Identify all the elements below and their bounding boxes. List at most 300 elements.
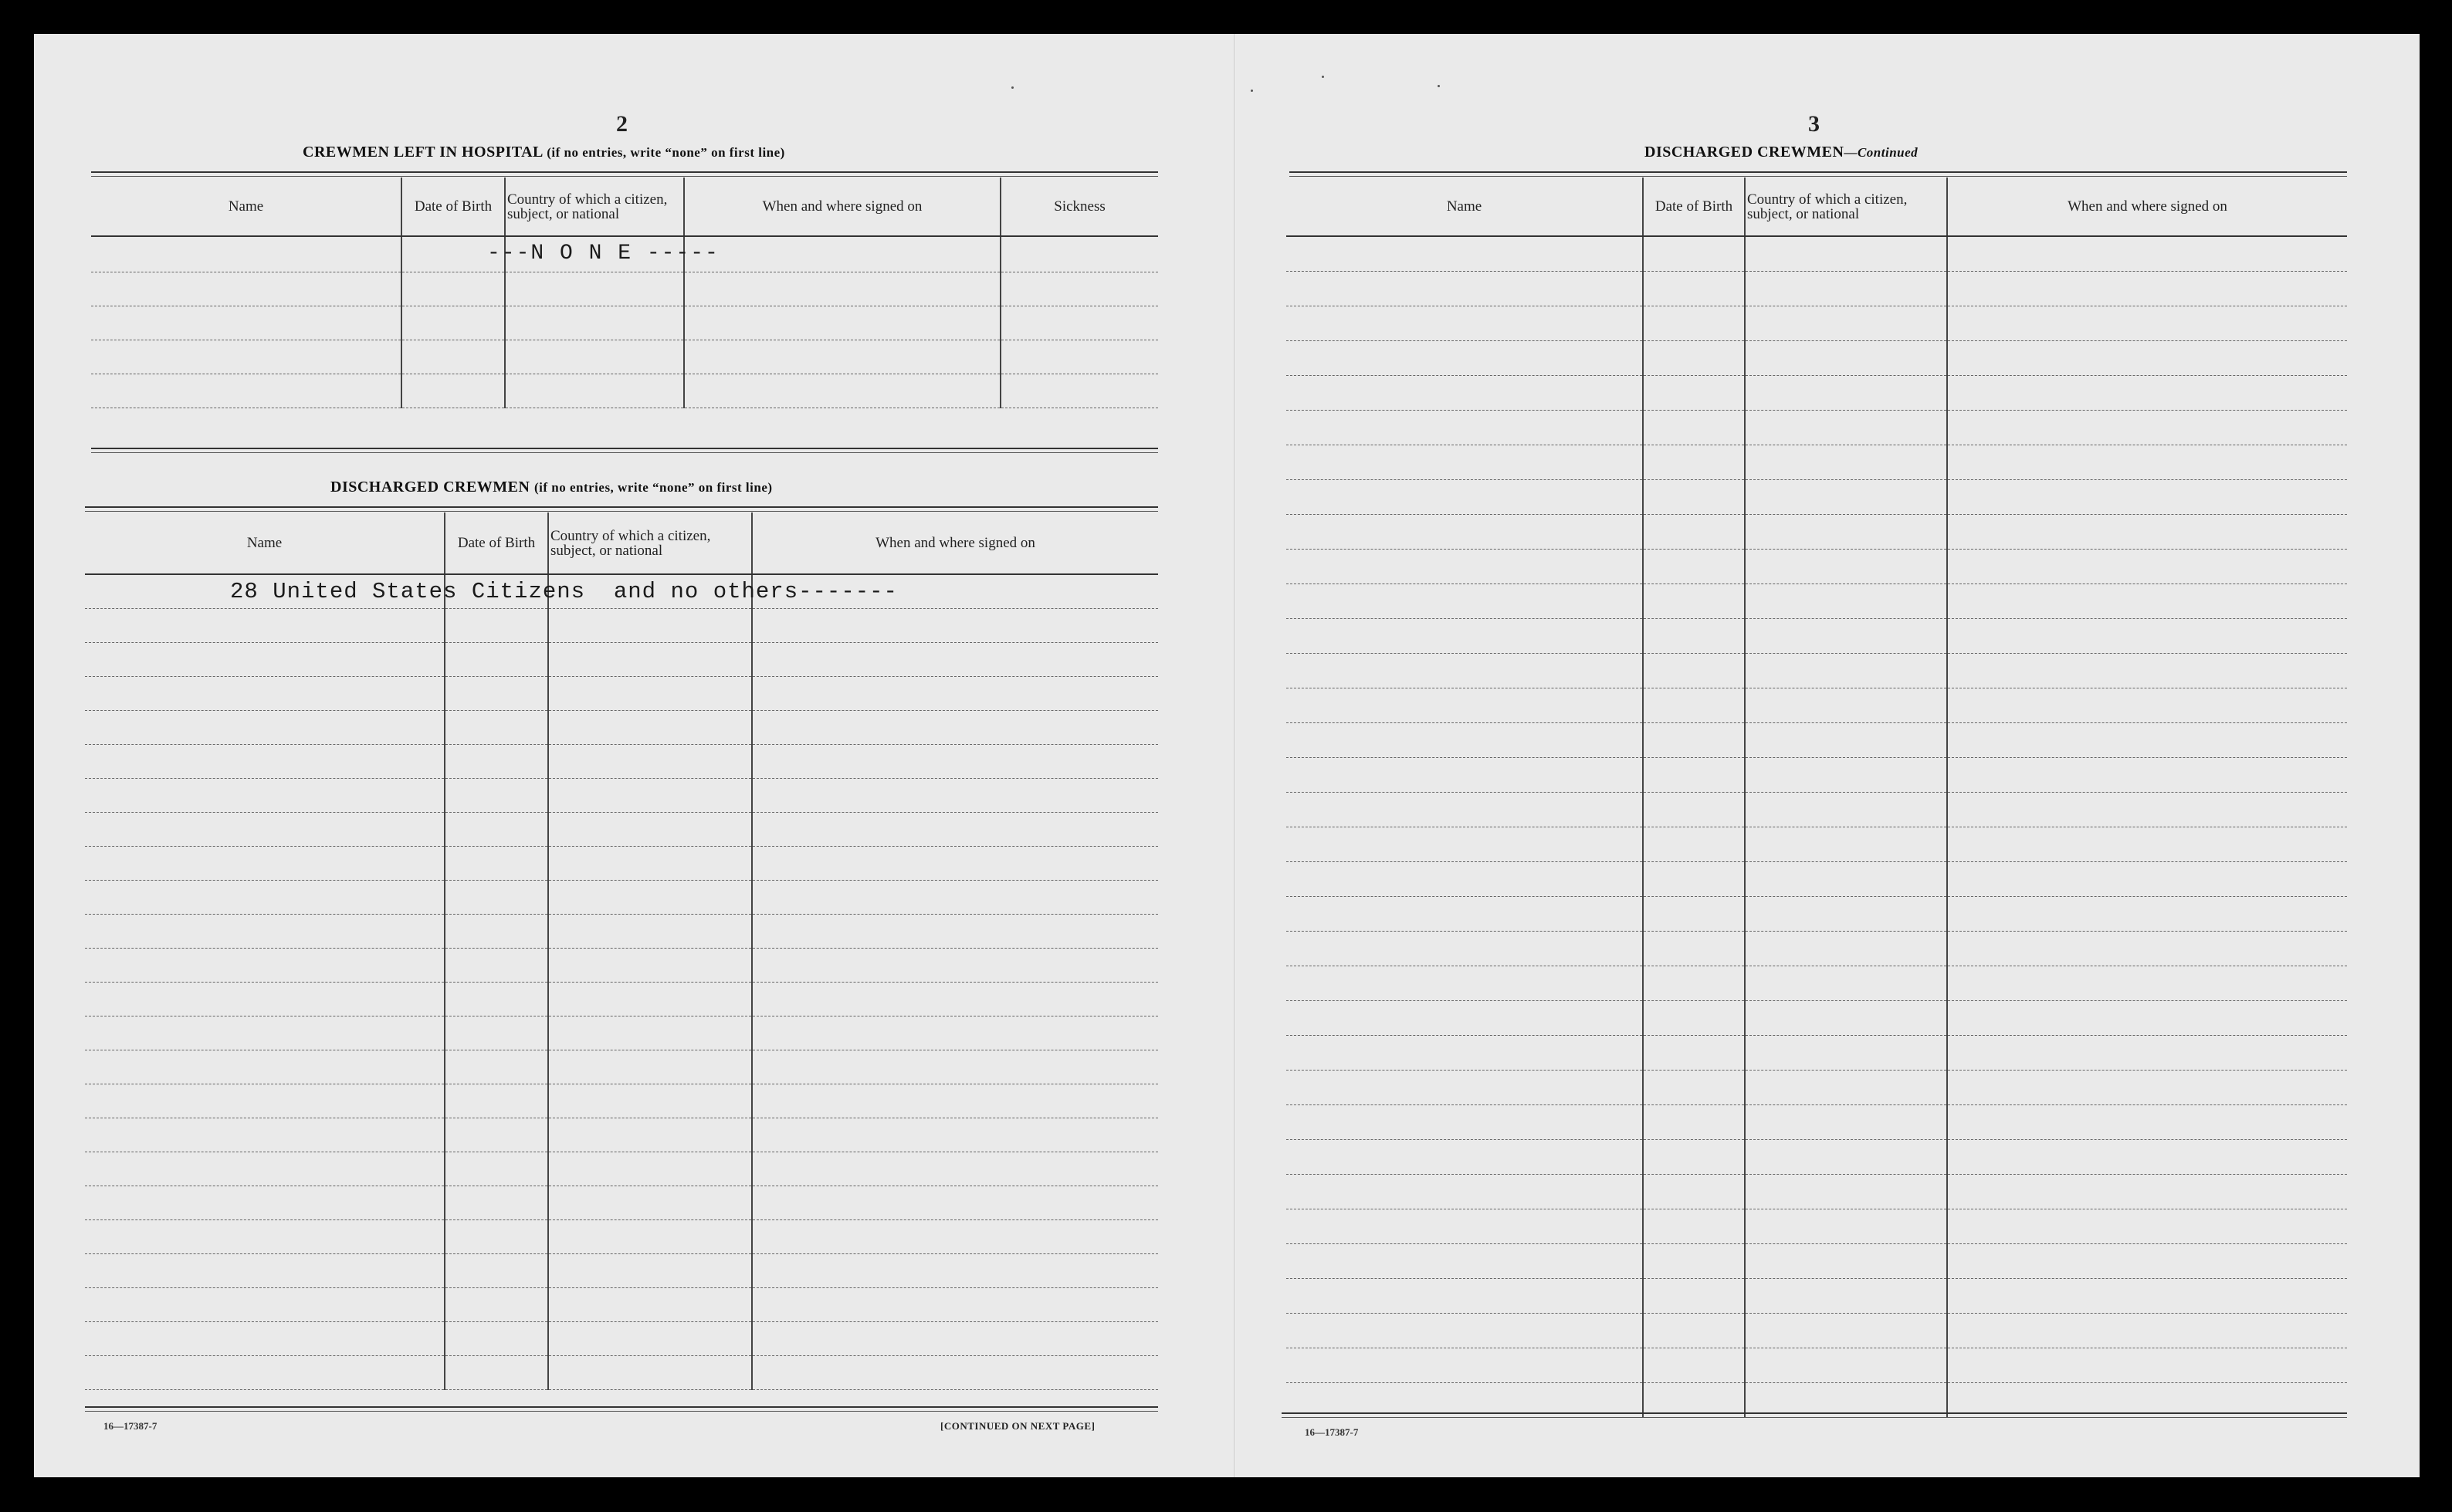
table-cell — [445, 1287, 548, 1321]
table-row — [1286, 757, 2347, 792]
table-cell — [445, 642, 548, 676]
table-cell — [548, 608, 752, 642]
table-row — [85, 1287, 1158, 1321]
table-row — [85, 1016, 1158, 1050]
table-cell — [752, 676, 1158, 710]
table-cell — [1745, 1348, 1947, 1382]
table-cell — [548, 1287, 752, 1321]
table-cell — [1745, 1000, 1947, 1035]
table-cell — [1745, 618, 1947, 653]
table-cell — [1286, 688, 1643, 722]
table-cell — [85, 1186, 445, 1219]
right-top-rule — [1289, 171, 2347, 177]
table-cell — [85, 880, 445, 914]
table-cell — [1947, 1035, 2347, 1070]
table-cell — [1286, 1278, 1643, 1313]
table-row — [1286, 931, 2347, 966]
table-row — [85, 1050, 1158, 1084]
page-number-right: 3 — [1808, 111, 1820, 137]
table-cell — [1643, 1209, 1745, 1243]
hospital-title-text: CREWMEN LEFT IN HOSPITAL — [303, 144, 543, 161]
table-cell — [1947, 1000, 2347, 1035]
table-cell — [85, 1321, 445, 1355]
table-cell — [1286, 410, 1643, 445]
table-cell — [1286, 1070, 1643, 1104]
table-cell — [1745, 653, 1947, 688]
table-cell — [85, 1016, 445, 1050]
table-cell — [1745, 688, 1947, 722]
table-cell — [1947, 1139, 2347, 1174]
table-cell — [1947, 618, 2347, 653]
discharged-col-country: Country of which a citizen, subject, or national — [548, 512, 752, 574]
table-cell — [1745, 861, 1947, 896]
table-cell — [1745, 271, 1947, 306]
table-cell — [1643, 549, 1745, 583]
table-cell — [1745, 236, 1947, 271]
table-cell — [1947, 479, 2347, 514]
table-row — [1286, 236, 2347, 271]
table-cell — [1643, 340, 1745, 375]
table-row — [85, 676, 1158, 710]
form-code-right: 16—17387-7 — [1305, 1426, 1359, 1438]
table-cell — [752, 1016, 1158, 1050]
table-row — [1286, 688, 2347, 722]
table-cell — [1643, 1000, 1745, 1035]
table-cell — [1947, 306, 2347, 340]
table-cell — [1286, 583, 1643, 618]
scan-speck — [1322, 76, 1324, 78]
table-cell — [85, 608, 445, 642]
table-cell — [1947, 896, 2347, 931]
table-cell — [85, 1152, 445, 1186]
table-cell — [1643, 827, 1745, 861]
table-row — [1286, 271, 2347, 306]
hospital-bottom-rule — [91, 448, 1158, 453]
table-row — [85, 880, 1158, 914]
table-row — [1286, 966, 2347, 1000]
table-cell — [1286, 1313, 1643, 1348]
table-cell — [1745, 1209, 1947, 1243]
table-cell — [1745, 445, 1947, 479]
table-cell — [1286, 966, 1643, 1000]
table-cell — [1286, 236, 1643, 271]
continued-note: [CONTINUED ON NEXT PAGE] — [940, 1420, 1096, 1432]
table-cell — [548, 1253, 752, 1287]
table-cell — [548, 1050, 752, 1084]
table-row — [1286, 1278, 2347, 1313]
discharged-table — [85, 512, 1158, 1390]
table-cell — [1286, 1348, 1643, 1382]
table-cell — [445, 1253, 548, 1287]
table-cell — [752, 642, 1158, 676]
discharged-title-note: (if no entries, write “none” on first line) — [533, 480, 773, 495]
table-cell — [1643, 792, 1745, 827]
table-cell — [548, 812, 752, 846]
scan-speck — [1438, 85, 1440, 87]
table-row — [85, 1118, 1158, 1152]
table-row — [85, 914, 1158, 948]
table-cell — [752, 1084, 1158, 1118]
table-cell — [752, 710, 1158, 744]
table-cell — [85, 846, 445, 880]
table-row — [1286, 722, 2347, 757]
table-cell — [752, 1118, 1158, 1152]
table-cell — [85, 948, 445, 982]
table-cell — [1745, 931, 1947, 966]
table-row — [91, 272, 1158, 306]
table-cell — [1947, 1070, 2347, 1104]
table-cell — [1947, 271, 2347, 306]
table-cell — [1643, 306, 1745, 340]
table-cell — [1947, 688, 2347, 722]
table-cell — [1286, 445, 1643, 479]
table-row — [1286, 445, 2347, 479]
table-row — [1286, 549, 2347, 583]
table-cell — [1745, 757, 1947, 792]
table-cell — [1286, 340, 1643, 375]
table-row — [1286, 375, 2347, 410]
table-cell — [1643, 861, 1745, 896]
table-cell — [752, 948, 1158, 982]
table-cell — [1745, 1070, 1947, 1104]
left-page — [85, 34, 1158, 1477]
hospital-col-dob: Date of Birth — [401, 178, 505, 236]
table-cell — [85, 676, 445, 710]
table-cell — [752, 1186, 1158, 1219]
table-cell — [445, 812, 548, 846]
table-cell — [1286, 653, 1643, 688]
table-cell — [1745, 896, 1947, 931]
table-cell — [1745, 1104, 1947, 1139]
right-col-dob: Date of Birth — [1643, 178, 1745, 236]
table-cell — [752, 846, 1158, 880]
table-cell — [1643, 1139, 1745, 1174]
table-row — [1286, 514, 2347, 549]
table-cell — [752, 812, 1158, 846]
table-cell — [1947, 827, 2347, 861]
table-cell — [1643, 1174, 1745, 1209]
table-cell — [548, 676, 752, 710]
right-bottom-rule — [1282, 1412, 2347, 1418]
table-cell — [85, 1050, 445, 1084]
table-cell — [1286, 549, 1643, 583]
table-cell — [445, 1016, 548, 1050]
table-row — [1286, 1070, 2347, 1104]
right-col-signed-on: When and where signed on — [1947, 178, 2347, 236]
table-cell — [85, 1253, 445, 1287]
table-cell — [1643, 618, 1745, 653]
table-row — [1286, 792, 2347, 827]
table-cell — [1643, 479, 1745, 514]
table-cell — [85, 1118, 445, 1152]
table-cell — [1947, 722, 2347, 757]
table-cell — [1286, 1035, 1643, 1070]
table-cell — [1643, 653, 1745, 688]
table-cell — [445, 948, 548, 982]
table-cell — [548, 744, 752, 778]
table-cell — [1947, 653, 2347, 688]
hospital-none-entry: ---N O N E ----- — [487, 242, 720, 266]
table-cell — [445, 880, 548, 914]
table-cell — [1286, 1000, 1643, 1035]
table-cell — [445, 982, 548, 1016]
discharged-col-dob: Date of Birth — [445, 512, 548, 574]
table-row — [1286, 479, 2347, 514]
table-row — [85, 710, 1158, 744]
table-row — [1286, 410, 2347, 445]
table-cell — [1286, 375, 1643, 410]
discharged-continued-title-text: DISCHARGED CREWMEN — [1644, 144, 1844, 161]
table-cell — [1745, 306, 1947, 340]
table-cell — [752, 914, 1158, 948]
discharged-top-rule — [85, 506, 1158, 512]
table-cell — [1643, 375, 1745, 410]
page-fold — [1234, 34, 1236, 1477]
scan-speck — [1011, 86, 1014, 89]
table-cell — [1745, 549, 1947, 583]
table-cell — [1643, 514, 1745, 549]
table-row — [1286, 861, 2347, 896]
table-cell — [752, 1050, 1158, 1084]
table-row — [1286, 1348, 2347, 1382]
table-cell — [1745, 1174, 1947, 1209]
table-row — [1286, 340, 2347, 375]
table-cell — [445, 1219, 548, 1253]
table-row — [1286, 306, 2347, 340]
table-cell — [445, 1084, 548, 1118]
table-cell — [445, 1050, 548, 1084]
hospital-title-note: (if no entries, write “none” on first line) — [547, 145, 785, 160]
table-row — [85, 1355, 1158, 1389]
table-cell — [85, 982, 445, 1016]
table-cell — [85, 778, 445, 812]
table-cell — [1947, 375, 2347, 410]
table-cell — [1643, 1348, 1745, 1382]
table-cell — [548, 880, 752, 914]
table-row — [1286, 1139, 2347, 1174]
table-row — [85, 948, 1158, 982]
table-cell — [548, 1219, 752, 1253]
table-cell — [1643, 271, 1745, 306]
right-col-name: Name — [1286, 178, 1643, 236]
table-cell — [752, 1355, 1158, 1389]
table-cell — [1286, 896, 1643, 931]
table-cell — [445, 846, 548, 880]
table-cell — [548, 1355, 752, 1389]
table-cell — [1643, 1313, 1745, 1348]
table-row — [1286, 1104, 2347, 1139]
table-cell — [1745, 722, 1947, 757]
table-cell — [1947, 236, 2347, 271]
table-cell — [752, 1152, 1158, 1186]
table-cell — [85, 642, 445, 676]
table-cell — [548, 642, 752, 676]
table-cell — [752, 880, 1158, 914]
table-cell — [1745, 1243, 1947, 1278]
table-cell — [85, 812, 445, 846]
table-cell — [1947, 931, 2347, 966]
table-cell — [1286, 306, 1643, 340]
table-cell — [445, 1321, 548, 1355]
table-cell — [1643, 445, 1745, 479]
table-cell — [1745, 340, 1947, 375]
table-cell — [1286, 861, 1643, 896]
table-cell — [445, 778, 548, 812]
table-cell — [1286, 757, 1643, 792]
table-cell — [445, 914, 548, 948]
table-cell — [1947, 1209, 2347, 1243]
table-cell — [1286, 514, 1643, 549]
table-cell — [445, 1355, 548, 1389]
table-cell — [752, 1219, 1158, 1253]
table-row — [85, 846, 1158, 880]
table-cell — [548, 778, 752, 812]
table-cell — [1745, 827, 1947, 861]
table-row — [1286, 1313, 2347, 1348]
table-cell — [1643, 236, 1745, 271]
table-cell — [1947, 757, 2347, 792]
table-row — [85, 744, 1158, 778]
table-cell — [85, 914, 445, 948]
table-cell — [445, 744, 548, 778]
page-number-left: 2 — [616, 111, 628, 137]
table-cell — [1947, 583, 2347, 618]
table-row — [85, 1321, 1158, 1355]
table-cell — [1745, 410, 1947, 445]
table-row — [1286, 1000, 2347, 1035]
table-cell — [752, 1287, 1158, 1321]
table-row — [85, 1219, 1158, 1253]
table-cell — [548, 1152, 752, 1186]
table-cell — [445, 608, 548, 642]
table-cell — [1745, 375, 1947, 410]
table-row — [91, 306, 1158, 340]
table-cell — [548, 1016, 752, 1050]
hospital-top-rule — [91, 171, 1158, 177]
table-cell — [548, 1084, 752, 1118]
table-cell — [1286, 1104, 1643, 1139]
table-cell — [1286, 931, 1643, 966]
table-cell — [548, 710, 752, 744]
table-cell — [548, 846, 752, 880]
discharged-continued-table — [1286, 178, 2347, 1418]
table-row — [91, 236, 1158, 272]
table-cell — [548, 982, 752, 1016]
hospital-col-sickness: Sickness — [1001, 178, 1158, 236]
table-cell — [445, 1118, 548, 1152]
table-row — [91, 340, 1158, 374]
table-cell — [85, 1287, 445, 1321]
table-cell — [1643, 896, 1745, 931]
table-cell — [752, 608, 1158, 642]
table-cell — [1286, 722, 1643, 757]
table-row — [85, 608, 1158, 642]
discharged-continued-title — [1644, 144, 1918, 161]
table-cell — [548, 1118, 752, 1152]
table-cell — [548, 948, 752, 982]
table-cell — [1947, 445, 2347, 479]
form-code-left: 16—17387-7 — [103, 1420, 157, 1432]
hospital-col-name: Name — [91, 178, 401, 236]
right-page — [1282, 34, 2347, 1477]
table-cell — [1643, 722, 1745, 757]
table-cell — [1745, 966, 1947, 1000]
table-cell — [1286, 1174, 1643, 1209]
hospital-table — [91, 178, 1158, 408]
table-cell — [85, 1084, 445, 1118]
table-cell — [548, 914, 752, 948]
table-row — [1286, 618, 2347, 653]
table-cell — [1643, 1070, 1745, 1104]
table-cell — [548, 1321, 752, 1355]
table-cell — [1947, 549, 2347, 583]
table-cell — [1745, 1035, 1947, 1070]
table-cell — [1947, 1313, 2347, 1348]
table-cell — [1643, 688, 1745, 722]
table-cell — [1947, 1104, 2347, 1139]
hospital-section-title — [303, 144, 785, 161]
table-row — [1286, 896, 2347, 931]
table-row — [1286, 1243, 2347, 1278]
table-cell — [1745, 514, 1947, 549]
table-cell — [1286, 618, 1643, 653]
table-cell — [1286, 827, 1643, 861]
table-cell — [85, 710, 445, 744]
table-cell — [1947, 514, 2347, 549]
table-cell — [1745, 583, 1947, 618]
table-cell — [752, 982, 1158, 1016]
table-row — [85, 812, 1158, 846]
discharged-bottom-rule — [85, 1406, 1158, 1412]
table-cell — [1745, 479, 1947, 514]
table-cell — [1745, 792, 1947, 827]
table-cell — [1643, 583, 1745, 618]
table-row — [85, 1253, 1158, 1287]
table-cell — [1643, 966, 1745, 1000]
table-cell — [445, 1152, 548, 1186]
table-cell — [1643, 1104, 1745, 1139]
table-row — [1286, 1174, 2347, 1209]
scan-speck — [1251, 90, 1253, 92]
right-col-country: Country of which a citizen, subject, or national — [1745, 178, 1947, 236]
discharged-continued-suffix: —Continued — [1844, 145, 1919, 160]
table-row — [1286, 1035, 2347, 1070]
table-cell — [445, 676, 548, 710]
table-cell — [1286, 479, 1643, 514]
table-row — [1286, 583, 2347, 618]
table-cell — [1643, 757, 1745, 792]
table-cell — [1745, 1313, 1947, 1348]
hospital-col-signed-on: When and where signed on — [684, 178, 1001, 236]
discharged-entry: 28 United States Citizens and no others------- — [230, 579, 898, 604]
table-cell — [1286, 1243, 1643, 1278]
hospital-col-country: Country of which a citizen, subject, or national — [505, 178, 684, 236]
table-cell — [752, 1321, 1158, 1355]
discharged-col-name: Name — [85, 512, 445, 574]
table-cell — [1947, 1243, 2347, 1278]
table-cell — [1286, 271, 1643, 306]
table-cell — [1643, 410, 1745, 445]
table-cell — [85, 744, 445, 778]
table-cell — [1947, 340, 2347, 375]
table-cell — [752, 744, 1158, 778]
table-cell — [1947, 410, 2347, 445]
table-cell — [1947, 966, 2347, 1000]
table-row — [91, 374, 1158, 408]
table-row — [1286, 653, 2347, 688]
table-row — [85, 1084, 1158, 1118]
table-cell — [1745, 1139, 1947, 1174]
